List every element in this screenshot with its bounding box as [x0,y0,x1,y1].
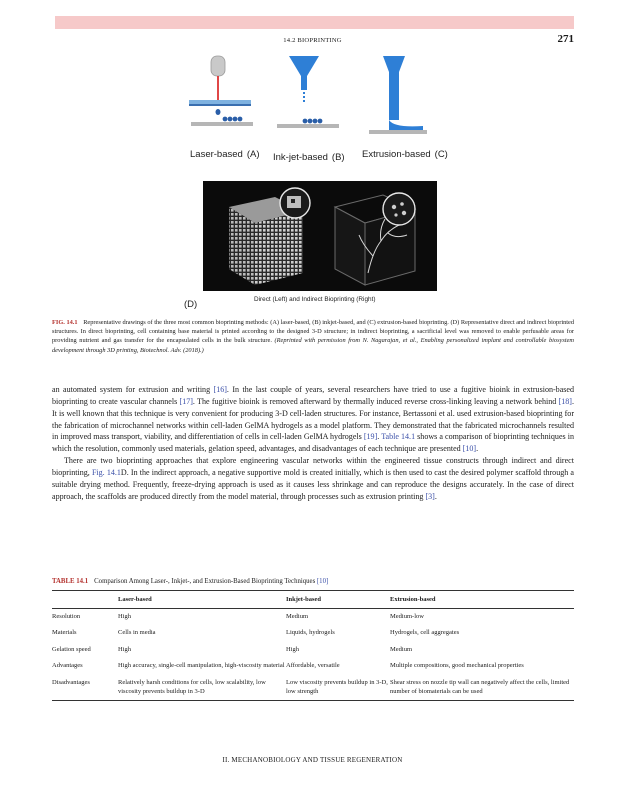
table-number: TABLE 14.1 [52,578,89,585]
page-footer: II. MECHANOBIOLOGY AND TISSUE REGENERATION [222,756,403,764]
body-text [52,384,574,502]
table-title: TABLE 14.1 Comparison Among Laser-, Inkjet-, and Extrusion-Based Bioprinting Techniques [10] [52,578,329,585]
table-cell: Shear stress on nozzle tip wall can negatively affect the cells, limited number of biomaterials can be used [390,675,574,701]
laser-based-diagram [189,56,253,126]
bioprinting-methods-illustration [185,52,445,144]
table-cell: Affordable, versatile [286,662,340,670]
figure-number: FIG. 14.1 [52,319,78,326]
table-cell: Medium [286,612,309,620]
comparison-table [52,590,574,701]
citation-link[interactable]: [17] [179,396,193,406]
citation-link[interactable]: [10] [462,444,477,454]
table-reference-link[interactable]: Table 14.1 [381,432,416,442]
column-header [52,591,118,609]
citation-link[interactable]: [19] [363,432,378,442]
table-cell: Low viscosity prevents buildup in 3-D, low strength [286,675,390,701]
table-cell: Advantages [52,662,83,670]
table-cell: Cells in media [118,629,156,637]
table-cell: Disadvantages [52,675,118,701]
table-header-row [52,591,574,609]
table-cell: Medium [390,645,413,653]
table-cell: Gelation speed [52,645,91,653]
citation-link[interactable]: [3] [425,491,435,501]
table-row [52,675,574,701]
column-header: Inkjet-based [286,591,390,609]
table-cell: Liquids, hydrogels [286,629,335,637]
panel-c-label: Extrusion-based (C) [362,149,448,160]
paragraph-1: an automated system for extrusion and writing [16]. In the last couple of years, several researchers have tried to use a fugitive bioink in extrusion-based bioprinting to create vascular channels [17]. The fugitive bioink is removed afterward by thermally induced reverse cross-linking leaving a network behind [18]. It is well known that this technique is very convenient for producing 3-D cell-laden structures. For instance, Bertassoni et al. used extrusion-based bioprinting for the fabrication of microchannel networks within cell-laden GelMA hydrogels as a model platform. They demonstrated that the fabricated microchannels resulted in improved mass transport, viability, and differentiation of cells in cell-laden GelMA hydrogels [19]. Table 14.1 shows a comparison of bioprinting techniques in which the resolution, commonly used materials, gelation speed, advantages, and disadvantages of each technique are presented [10]. [52,385,574,454]
table-cell: Hydrogels, cell aggregates [390,629,460,637]
table-cell: Multiple compositions, good mechanical properties [390,662,524,670]
extrusion-based-diagram [369,56,427,134]
direct-indirect-bioprinting-image [203,181,437,291]
running-head: 14.2 BIOPRINTING [283,37,342,44]
table-row [52,658,574,675]
table-cell: High [118,645,131,653]
page-number: 271 [557,33,574,45]
table-cell: High [286,645,299,653]
figure-reference-link[interactable]: Fig. 14.1 [91,467,121,477]
table-cell: Materials [52,629,77,637]
figure-credit: (Reprinted with permission from N. Nagarajan, et al., Enabling personalized implant and controllable biosystem development through 3D printing, Biotechnol. Adv. (2018).) [52,337,574,354]
paragraph-2: There are two bioprinting approaches that explore engineering vascular networks within the engineered tissue constructs through indirect and direct bioprinting, Fig. 14.1D. In the indirect approach, a negative supportive mold is created initially, which is then used to cast the desired polymer scaffold through a suitable drying method. Frequently, freeze-drying approach is used as it causes less shrinkage and can reproduce the designs accurately. In the case of direct approach, the scaffolds are produced directly from the model material, through processes such as extrusion printing [3]. [52,456,574,501]
table-cell: Medium-low [390,612,424,620]
figure-caption-text: Representative drawings of the three most common bioprinting methods: (A) laser-based, (B) inkjet-based, and (C) extrusion-based bioprinting. (D) Representative direct and indirect bioprinted structures. In direct bioprinting, cell containing base material is printed according to the designed 3-D structure; in indirect bioprinting, a sacrificial level was removed to enable perfusable areas for providing nutrient and gas transfer for the encapsulated cells in the bulk structure. [52,319,575,345]
citation-link[interactable]: [10] [316,578,329,585]
citation-link[interactable]: [18] [558,396,572,406]
table-cell: Relatively harsh conditions for cells, low scalability, low viscosity prevents buildup in 3-D [118,675,286,701]
panel-d-caption: Direct (Left) and Indirect Bioprinting (Right) [254,296,376,303]
table-row [52,642,574,659]
table-cell: Resolution [52,612,81,620]
table-cell: High accuracy, single-cell manipulation, high-viscosity material [118,662,285,670]
table-row [52,608,574,625]
figure-caption [52,318,574,355]
column-header: Laser-based [118,591,286,609]
table-row [52,625,574,642]
inkjet-based-diagram [277,56,339,128]
header-band [55,16,574,29]
panel-b-label: Ink-jet-based (B) [273,152,345,163]
table-cell: High [118,612,131,620]
panel-a-label: Laser-based (A) [190,149,260,160]
panel-d-label: (D) [184,299,198,310]
column-header: Extrusion-based [390,591,574,609]
citation-link[interactable]: [16] [213,385,227,394]
